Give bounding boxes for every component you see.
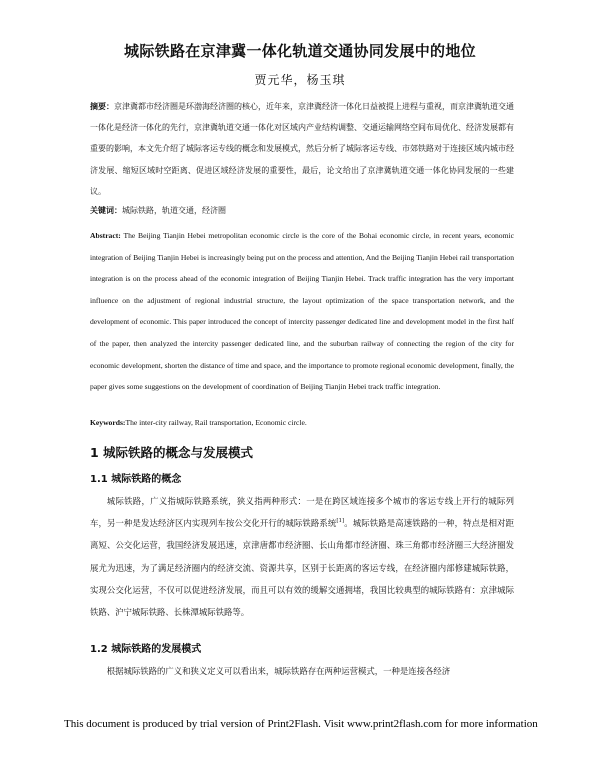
abstract-en-text: The Beijing Tianjin Hebei metropolitan economic circle is the core of the Bohai economic circle, in recent years, economic integration of Beijing Tianjin Hebei is increasingly being put on the process and attention, And the Beijing Tianjin Hebei rail transportation integration is on the process ahead of the economic integration of Beijing Tianjin Hebei. Track traffic integration has the very important influence on the adjustment of regional industrial structure, the layout optimization of the space transportation network, and the development of economic. This paper introduced the concept of intercity passenger dedicated line and development model in the first half of the paper, then analyzed the intercity passenger dedicated line, and the suburban railway of connecting the region of the city for economic development, shorten the distance of time and space, and the importance to promote regional economic development, finally, the paper gives some suggestions on the development of coordination of Beijing Tianjin Hebei track traffic integration. xyxy=(90,231,514,392)
section-1-1-text-a: 城际铁路，广义指城际铁路系统，狭义指两种形式：一是在跨区域连接多个城市的客运专线上开行的城际列车，另一种是发达经济区内实现列车按公交化开行的城际铁路系统 xyxy=(90,496,514,529)
section-1-1-heading: 1.1 城际铁路的概念 xyxy=(90,474,182,485)
section-1-2-heading: 1.2 城际铁路的发展模式 xyxy=(90,644,202,655)
abstract-en xyxy=(90,225,514,398)
keywords-en xyxy=(90,416,514,430)
abstract-cn xyxy=(90,96,514,202)
section-1-1-text-b: 。城际铁路是高速铁路的一种，特点是相对距离短、公交化运营，我国经济发展迅速，京津唐都市经济圈、长山角都市经济圈、珠三角都市经济圈三大经济圈发展尤为迅速，为了满足经济圈内的经济交流、资源共享，区别于长距离的客运专线，在经济圈内部修建城际铁路，实现公交化运营，不仅可以促进经济发展，而且可以有效的缓解交通拥堵，我国比较典型的城际铁路有：京津城际铁路、沪宁城际铁路、长株潭城际铁路等。 xyxy=(90,518,515,618)
section-1-2-paragraph: 根据城际铁路的广义和狭义定义可以看出来，城际铁路存在两种运营模式，一种是连接各经济 xyxy=(106,666,451,676)
keywords-en-label: Keywords: xyxy=(90,418,126,427)
paper-title: 城际铁路在京津冀一体化轨道交通协同发展中的地位 xyxy=(124,42,476,60)
trial-watermark: This document is produced by trial version of Print2Flash. Visit www.print2flash.com for more information xyxy=(64,718,538,730)
abstract-cn-label: 摘要： xyxy=(90,101,114,111)
abstract-cn-text: 京津冀都市经济圈是环渤海经济圈的核心，近年来，京津冀经济一体化日益被提上进程与重视，而京津冀轨道交通一体化是经济一体化的先行，京津冀轨道交通一体化对区域内产业结构调整、交通运输网络空间布局优化、经济发展都有重要的影响，本文先介绍了城际客运专线的概念和发展模式，然后分析了城际客运专线、市郊铁路对于连接区域内城市经济发展、缩短区域时空距离、促进区域经济发展的重要性，最后，论文给出了京津冀轨道交通一体化协同发展的一些建议。 xyxy=(90,102,514,196)
citation-ref[interactable]: [1] xyxy=(336,518,345,525)
keywords-cn-text: 城际铁路，轨道交通，经济圈 xyxy=(122,206,226,215)
keywords-en-text: The inter-city railway, Rail transportation, Economic circle. xyxy=(125,418,307,427)
keywords-cn xyxy=(90,203,514,218)
keywords-cn-label: 关键词： xyxy=(90,205,122,215)
section-1-1-paragraph xyxy=(90,490,514,623)
abstract-en-label: Abstract: xyxy=(90,231,121,240)
paper-authors: 贾元华，杨玉琪 xyxy=(254,73,346,87)
section-1-heading: 1 城际铁路的概念与发展模式 xyxy=(90,445,254,460)
